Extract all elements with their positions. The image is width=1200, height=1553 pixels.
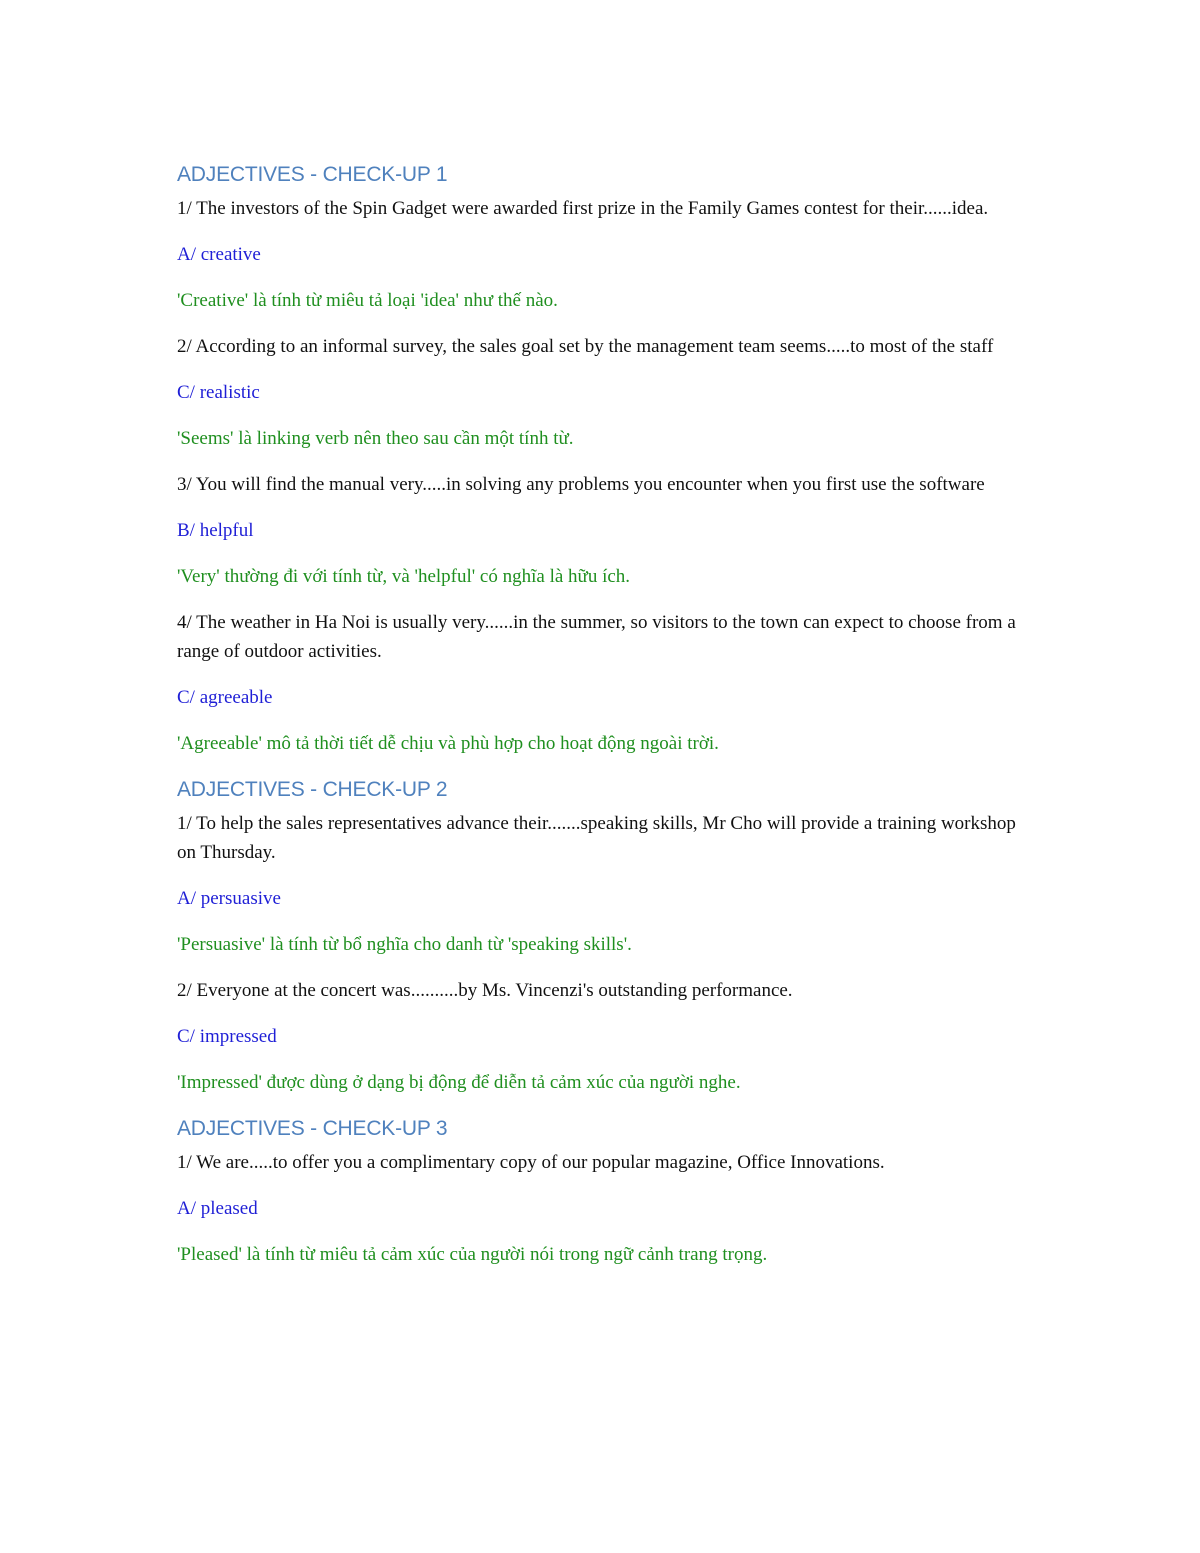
explanation-text: 'Seems' là linking verb nên theo sau cần một tính từ. <box>177 428 574 449</box>
explanation-text: 'Agreeable' mô tả thời tiết dễ chịu và phù hợp cho hoạt động ngoài trời. <box>177 733 719 754</box>
question-text: 1/ The investors of the Spin Gadget were awarded first prize in the Family Games contest for their......idea. <box>177 198 989 219</box>
question-text: 1/ We are.....to offer you a complimentary copy of our popular magazine, Office Innovations. <box>177 1152 885 1173</box>
answer-text: A/ persuasive <box>177 888 281 909</box>
answer-text: C/ impressed <box>177 1026 277 1047</box>
explanation-text: 'Pleased' là tính từ miêu tả cảm xúc của người nói trong ngữ cảnh trang trọng. <box>177 1244 768 1265</box>
checkup-section-2 <box>177 775 1037 1097</box>
answer-text: B/ helpful <box>177 520 254 541</box>
checkup-section-1 <box>177 160 1037 758</box>
explanation-text: 'Persuasive' là tính từ bổ nghĩa cho danh từ 'speaking skills'. <box>177 934 632 955</box>
question-text: 1/ To help the sales representatives advance their.......speaking skills, Mr Cho will provide a training workshop on Thursday. <box>177 813 1016 863</box>
section-heading: ADJECTIVES - CHECK-UP 3 <box>177 1117 448 1140</box>
answer-text: A/ creative <box>177 244 261 265</box>
explanation-text: 'Impressed' được dùng ở dạng bị động để diễn tả cảm xúc của người nghe. <box>177 1072 741 1093</box>
question-text: 2/ According to an informal survey, the sales goal set by the management team seems.....to most of the staff <box>177 336 994 357</box>
answer-text: C/ agreeable <box>177 687 273 708</box>
explanation-text: 'Creative' là tính từ miêu tả loại 'idea' như thế nào. <box>177 290 558 311</box>
question-text: 4/ The weather in Ha Noi is usually very......in the summer, so visitors to the town can expect to choose from a range of outdoor activities. <box>177 612 1016 662</box>
answer-text: C/ realistic <box>177 382 260 403</box>
section-heading: ADJECTIVES - CHECK-UP 2 <box>177 778 448 801</box>
answer-text: A/ pleased <box>177 1198 258 1219</box>
checkup-section-3 <box>177 1114 1037 1269</box>
document-page <box>177 160 1037 1286</box>
section-heading: ADJECTIVES - CHECK-UP 1 <box>177 163 448 186</box>
question-text: 3/ You will find the manual very.....in solving any problems you encounter when you first use the software <box>177 474 985 495</box>
question-text: 2/ Everyone at the concert was..........by Ms. Vincenzi's outstanding performance. <box>177 980 793 1001</box>
explanation-text: 'Very' thường đi với tính từ, và 'helpful' có nghĩa là hữu ích. <box>177 566 631 587</box>
